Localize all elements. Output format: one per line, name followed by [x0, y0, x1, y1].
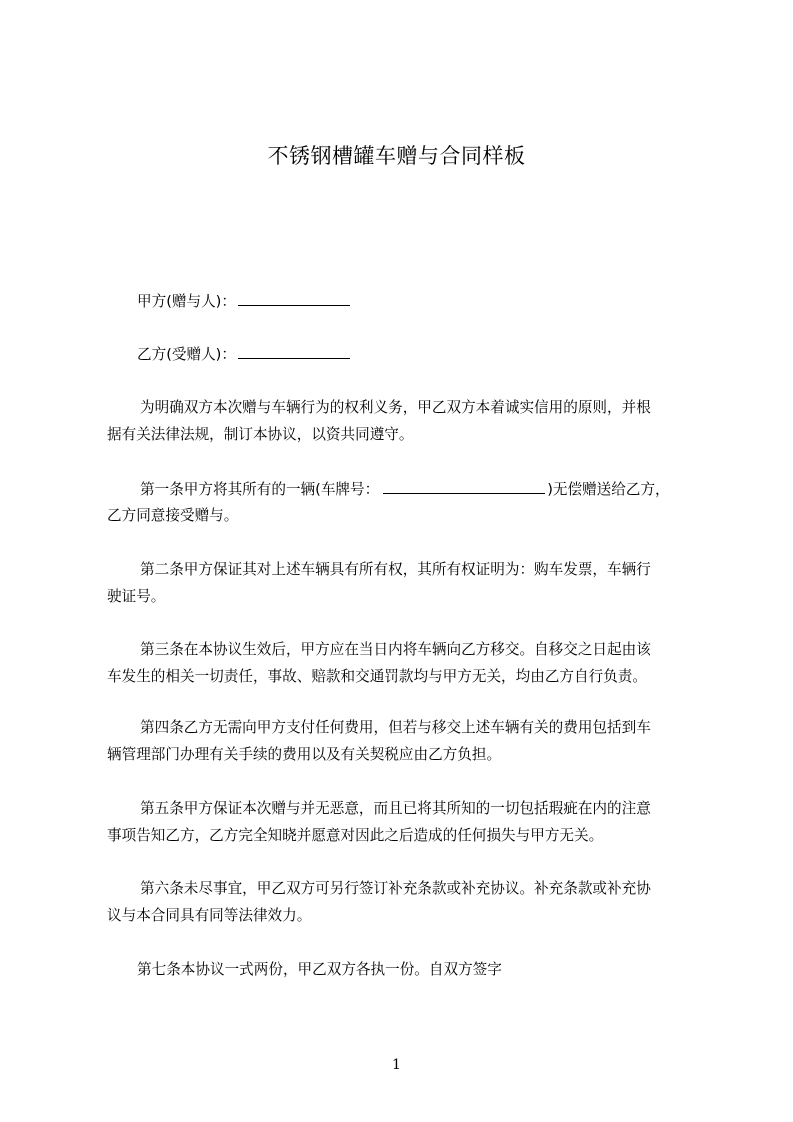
- party-a-line: [137, 291, 350, 312]
- party-b-label: 乙方(受赠人)：: [137, 346, 236, 363]
- article-2-line-1: 第二条甲方保证其对上述车辆具有所有权，其所有权证明为：购车发票，车辆行: [140, 561, 651, 578]
- document-title: 不锈钢槽罐车赠与合同样板: [267, 144, 526, 168]
- article-3-line-2: 车发生的相关一切责任，事故、赔款和交通罚款均与甲方无关，均由乙方自行负责。: [107, 668, 647, 685]
- article-5-line-2: 事项告知乙方，乙方完全知晓并愿意对因此之后造成的任何损失与甲方无关。: [107, 827, 604, 844]
- article-1-line-2: 乙方同意接受赠与。: [107, 507, 239, 524]
- article-4-line-1: 第四条乙方无需向甲方支付任何费用，但若与移交上述车辆有关的费用包括到车: [140, 719, 651, 736]
- party-b-line: [137, 344, 350, 365]
- article-6-line-2: 议与本合同具有同等法律效力。: [107, 907, 312, 924]
- article-1-line-1: [140, 479, 670, 500]
- article-3-line-1: 第三条在本协议生效后，甲方应在当日内将车辆向乙方移交。自移交之日起由该: [140, 641, 651, 658]
- article-1-text-after: )无偿赠送给乙方，: [547, 481, 670, 498]
- page-number: 1: [392, 1057, 401, 1073]
- article-5-line-1: 第五条甲方保证本次赠与并无恶意，而且已将其所知的一切包括瑕疵在内的注意: [140, 800, 651, 817]
- article-4-line-2: 辆管理部门办理有关手续的费用以及有关契税应由乙方负担。: [107, 746, 502, 763]
- paragraph-preamble-line-2: 据有关法律法规，制订本协议，以资共同遵守。: [107, 426, 414, 443]
- party-b-blank: [238, 344, 350, 359]
- article-6-line-1: 第六条未尽事宜，甲乙双方可另行签订补充条款或补充协议。补充条款或补充协: [140, 880, 651, 897]
- article-1-text-before: 第一条甲方将其所有的一辆(车牌号：: [140, 481, 380, 498]
- paragraph-preamble-line-1: 为明确双方本次赠与车辆行为的权利义务，甲乙双方本着诚实信用的原则，并根: [140, 399, 651, 416]
- plate-number-blank: [383, 479, 545, 494]
- article-2-line-2: 驶证号。: [107, 588, 166, 605]
- party-a-label: 甲方(赠与人)：: [137, 293, 236, 310]
- party-a-blank: [238, 291, 350, 306]
- article-7-line-1: 第七条本协议一式两份，甲乙双方各执一份。自双方签字: [137, 961, 502, 978]
